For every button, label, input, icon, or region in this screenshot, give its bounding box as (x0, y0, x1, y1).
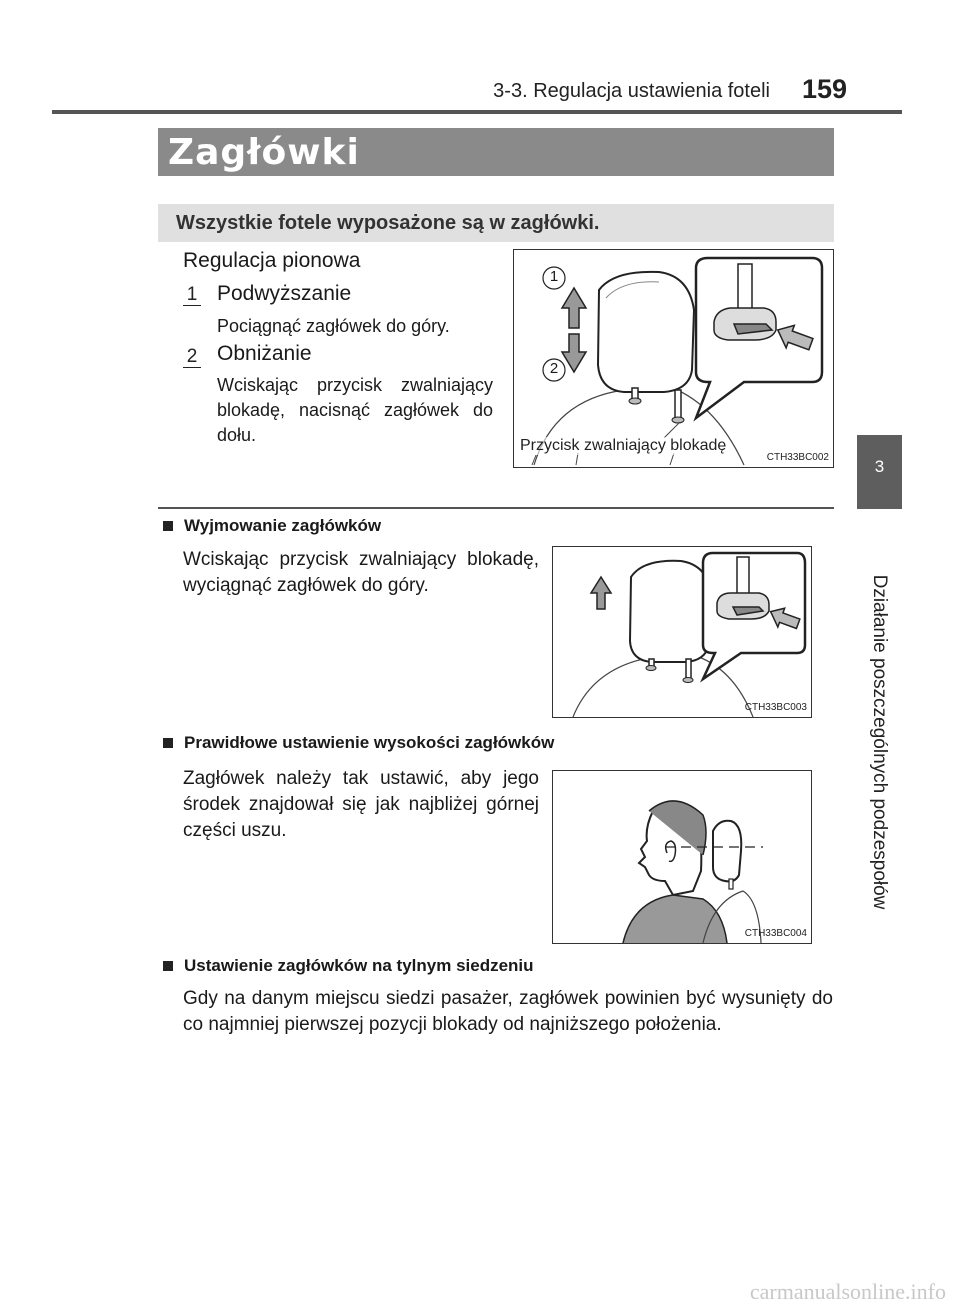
step-title-lower: Obniżanie (217, 342, 312, 365)
headrest-height-illustration (553, 771, 811, 943)
bullet-square (163, 738, 173, 748)
step-number-1: 1 (186, 284, 198, 305)
section-text-rear: Gdy na danym miejscu siedzi pasażer, zagłówek powinien być wysunięty do co najmniej pierwszej pozycji blokady od najniższego położenia. (183, 988, 833, 1035)
section-text-removal: Wciskając przycisk zwalniający blokadę, wyciągnąć zagłówek do góry. (183, 549, 539, 596)
watermark: carmanualsonline.info (749, 1279, 946, 1304)
figure-headrest-height (552, 770, 812, 944)
step-text-raise: Pociągnąć zagłówek do góry. (217, 316, 450, 336)
figure-code: CTH33BC003 (744, 702, 807, 713)
bullet-square (163, 961, 173, 971)
chapter-title-vertical: Działanie poszczególnych podzespołów (869, 574, 890, 910)
figure-label-2: 2 (549, 360, 559, 377)
header-rule (52, 110, 902, 114)
chapter-tab (857, 435, 902, 509)
subtitle-bar (158, 204, 834, 242)
vertical-adjust-heading: Regulacja pionowa (183, 249, 361, 272)
section-text-height: Zagłówek należy tak ustawić, aby jego środek znajdował się jak najbliżej górnej części uszu. (183, 768, 539, 841)
bullet-square (163, 521, 173, 531)
figure-code: CTH33BC004 (744, 928, 807, 939)
release-button-caption: Przycisk zwalniający blokadę (520, 437, 727, 454)
step-number-2: 2 (186, 346, 198, 367)
step-title-raise: Podwyższanie (217, 282, 352, 305)
chapter-number: 3 (874, 457, 885, 476)
page-number: 159 (802, 74, 848, 104)
page-title: Zagłówki (168, 132, 360, 173)
figure-label-1: 1 (549, 268, 559, 285)
page-title-bar (158, 128, 834, 176)
figure-headrest-adjust (513, 249, 834, 468)
section-title-removal: Wyjmowanie zagłówków (184, 516, 382, 535)
section-title-rear: Ustawienie zagłówków na tylnym siedzeniu (184, 956, 534, 975)
figure-headrest-removal (552, 546, 812, 718)
section-separator (158, 507, 834, 509)
subtitle: Wszystkie fotele wyposażone są w zagłówki. (176, 212, 600, 234)
step-text-lower: Wciskając przycisk zwalniający blokadę, nacisnąć zagłówek do dołu. (217, 375, 493, 445)
section-label: 3-3. Regulacja ustawienia foteli (493, 80, 770, 102)
headrest-adjust-illustration (514, 250, 833, 467)
headrest-removal-illustration (553, 547, 811, 717)
section-title-height: Prawidłowe ustawienie wysokości zagłówków (184, 733, 555, 752)
figure-code: CTH33BC002 (766, 452, 829, 463)
